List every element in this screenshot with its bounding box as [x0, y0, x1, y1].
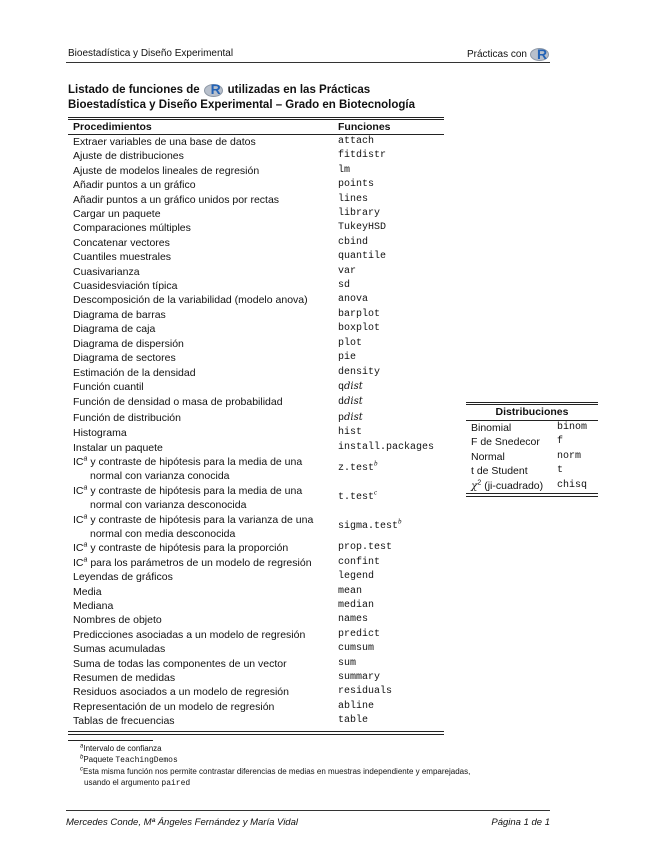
function-name: ddist — [338, 396, 363, 409]
table-row — [68, 585, 444, 599]
function-name: z.test$^b$ — [338, 459, 378, 474]
footnote-c-cont: usando el argumento paired — [84, 778, 191, 788]
table-row — [68, 149, 444, 163]
procedure-label: $IC^a$ y contraste de hipótesis para la varianza de una — [73, 513, 314, 526]
procedure-label: Resumen de medidas — [73, 672, 176, 685]
function-name: names — [338, 614, 369, 626]
procedure-label: Sumas acumuladas — [73, 643, 166, 656]
table-row — [68, 308, 444, 322]
procedure-label: Representación de un modelo de regresión — [73, 700, 275, 713]
function-name: barplot — [338, 308, 381, 320]
function-name: t.test$^c$ — [338, 488, 378, 503]
function-name: density — [338, 366, 381, 378]
table-row — [68, 207, 444, 221]
distribution-name: Binomial — [471, 422, 512, 434]
function-name: lines — [338, 193, 369, 205]
function-name: TukeyHSD — [338, 222, 387, 234]
table-row — [68, 541, 444, 555]
distributions-table — [466, 402, 598, 497]
table-row — [68, 556, 444, 570]
procedure-label: Instalar un paquete — [73, 441, 163, 454]
distribution-function: chisq — [557, 479, 588, 491]
procedure-label: Diagrama de dispersión — [73, 337, 184, 350]
footnote-c: $^c$Esta misma función nos permite contrastar diferencias de medias en muestras independiente y emparejadas, — [80, 766, 471, 776]
table-row — [68, 455, 444, 484]
table-row — [68, 441, 444, 455]
procedure-label: Histograma — [73, 427, 127, 440]
table-row — [68, 236, 444, 250]
procedure-label: Ajuste de distribuciones — [73, 150, 184, 163]
function-name: predict — [338, 628, 381, 640]
procedure-label: Residuos asociados a un modelo de regresión — [73, 686, 289, 699]
function-name: prop.test — [338, 542, 393, 554]
procedure-label: Concatenar vectores — [73, 236, 170, 249]
function-name: residuals — [338, 686, 393, 698]
table-row — [68, 178, 444, 192]
table-row — [68, 657, 444, 671]
function-name: plot — [338, 337, 363, 349]
page-footer — [66, 810, 550, 828]
procedure-label: $IC^a$ y contraste de hipótesis para la proporción — [73, 541, 289, 555]
distribution-name: F de Snedecor — [471, 436, 540, 449]
table-row — [68, 265, 444, 279]
table-row — [68, 164, 444, 178]
table-row — [68, 366, 444, 380]
title-line2: Bioestadística y Diseño Experimental – Grado en Biotecnología — [68, 99, 416, 111]
procedure-label: Nombres de objeto — [73, 614, 162, 627]
function-name: abline — [338, 700, 375, 712]
functions-table — [68, 117, 444, 735]
table-row — [68, 599, 444, 613]
function-name: pie — [338, 352, 357, 364]
r-logo-icon: R — [204, 82, 224, 98]
table-row — [68, 685, 444, 699]
document-title — [68, 82, 415, 113]
distribution-function: norm — [557, 450, 582, 462]
procedure-label: Leyendas de gráficos — [73, 571, 173, 584]
function-name: mean — [338, 585, 363, 597]
procedure-label: Mediana — [73, 600, 114, 612]
procedure-label: $IC^a$ y contraste de hipótesis para la media de una — [73, 484, 303, 497]
function-name: cbind — [338, 236, 369, 248]
procedure-label: Diagrama de barras — [73, 308, 166, 321]
function-name: anova — [338, 294, 369, 306]
table-row — [68, 351, 444, 365]
function-name: sd — [338, 280, 351, 292]
table-row — [68, 613, 444, 627]
function-name: attach — [338, 136, 375, 147]
procedure-label: Cuasivarianza — [73, 265, 140, 278]
table-row — [68, 279, 444, 293]
procedure-label-continued: normal con media desconocida — [90, 527, 236, 540]
table-row — [68, 642, 444, 656]
function-name: lm — [338, 164, 351, 176]
title-line1-start: Listado de funciones de — [68, 83, 200, 96]
function-name: cumsum — [338, 643, 375, 655]
distribution-name: t de Student — [471, 465, 528, 478]
table-row — [68, 337, 444, 351]
procedure-label: Función cuantil — [73, 380, 144, 393]
function-name: hist — [338, 427, 363, 439]
function-name: var — [338, 265, 357, 277]
table-row — [68, 700, 444, 714]
header-practicas-label: Prácticas con — [466, 48, 527, 60]
function-name: fitdistr — [338, 150, 387, 162]
table-row — [68, 411, 444, 426]
function-name: table — [338, 715, 369, 727]
function-name: library — [338, 208, 381, 220]
procedure-label: Tablas de frecuencias — [73, 715, 175, 728]
footnote-b: $^b$Paquete TeachingDemos — [80, 754, 178, 765]
function-name: confint — [338, 556, 381, 568]
footnote-rule — [68, 740, 153, 741]
table-row — [68, 426, 444, 440]
distributions-header: Distribuciones — [466, 405, 598, 421]
function-name: pdist — [338, 411, 363, 424]
procedure-label-continued: normal con varianza desconocida — [90, 499, 247, 512]
footnotes — [68, 743, 558, 789]
table-row — [68, 570, 444, 584]
function-name: legend — [338, 571, 375, 583]
procedure-label: Función de distribución — [73, 411, 181, 424]
procedure-label: Cargar un paquete — [73, 208, 161, 221]
table-row — [68, 135, 444, 149]
distribution-name: Normal — [471, 450, 505, 463]
table-row — [68, 628, 444, 642]
distribution-name: $\chi^2$ (ji-cuadrado) — [471, 479, 544, 492]
table-row — [68, 513, 444, 542]
procedure-label: Añadir puntos a un gráfico unidos por rectas — [73, 193, 280, 206]
distribution-row — [466, 479, 598, 493]
table-row — [68, 250, 444, 264]
table-row — [68, 322, 444, 336]
function-name: qdist — [338, 380, 363, 393]
procedure-label: Añadir puntos a un gráfico — [73, 179, 196, 192]
distribution-row — [466, 435, 598, 449]
procedure-label: Comparaciones múltiples — [73, 222, 191, 235]
function-name: quantile — [338, 251, 387, 263]
procedure-label: Cuantiles muestrales — [73, 251, 172, 264]
distribution-function: binom — [557, 422, 588, 433]
footer-page-number: Página 1 de 1 — [491, 817, 550, 828]
title-line1-end: utilizadas en las Prácticas — [227, 83, 371, 96]
distribution-function: t — [557, 465, 564, 477]
distributions-body — [466, 421, 598, 493]
procedure-label: Diagrama de sectores — [73, 352, 176, 365]
table-body — [68, 135, 444, 729]
table-row — [68, 671, 444, 685]
function-name: boxplot — [338, 323, 381, 335]
function-name: install.packages — [338, 441, 435, 453]
table-row — [68, 221, 444, 235]
distribution-function: f — [557, 436, 564, 448]
r-logo-icon: R — [530, 46, 550, 62]
procedure-label: $IC^a$ para los parámetros de un modelo de regresión — [73, 556, 312, 569]
distribution-row — [466, 464, 598, 478]
procedure-label: Función de densidad o masa de probabilidad — [73, 396, 283, 409]
procedure-label: Descomposición de la variabilidad (modelo anova) — [73, 294, 308, 307]
function-name: sigma.test$^b$ — [338, 517, 402, 532]
footer-authors: Mercedes Conde, Mª Ángeles Fernández y María Vidal — [66, 817, 298, 828]
procedure-label: Media — [73, 585, 102, 598]
procedure-label: Extraer variables de una base de datos — [73, 136, 256, 148]
procedure-label-continued: normal con varianza conocida — [90, 470, 230, 483]
procedure-label: Cuasidesviación típica — [73, 280, 178, 293]
table-row — [68, 484, 444, 513]
header-right — [467, 46, 550, 62]
function-name: summary — [338, 672, 381, 684]
function-name: median — [338, 600, 375, 611]
table-header-row — [68, 120, 444, 135]
table-row — [68, 714, 444, 728]
column-header-funciones: Funciones — [338, 121, 391, 133]
function-name: sum — [338, 657, 357, 669]
page-header — [66, 44, 550, 63]
procedure-label: $IC^a$ y contraste de hipótesis para la media de una — [73, 455, 303, 468]
procedure-label: Estimación de la densidad — [73, 366, 196, 379]
procedure-label: Ajuste de modelos lineales de regresión — [73, 164, 260, 177]
header-course-title: Bioestadística y Diseño Experimental — [68, 48, 234, 59]
distribution-row — [466, 450, 598, 464]
column-header-procedimientos: Procedimientos — [73, 121, 152, 133]
table-row — [68, 395, 444, 410]
procedure-label: Suma de todas las componentes de un vector — [73, 657, 287, 670]
table-row — [68, 293, 444, 307]
footnote-a: $^a$Intervalo de confianza — [80, 743, 162, 753]
table-row — [68, 380, 444, 395]
table-row — [68, 193, 444, 207]
function-name: points — [338, 179, 375, 191]
procedure-label: Diagrama de caja — [73, 323, 156, 336]
distribution-row — [466, 421, 598, 435]
procedure-label: Predicciones asociadas a un modelo de regresión — [73, 628, 306, 641]
